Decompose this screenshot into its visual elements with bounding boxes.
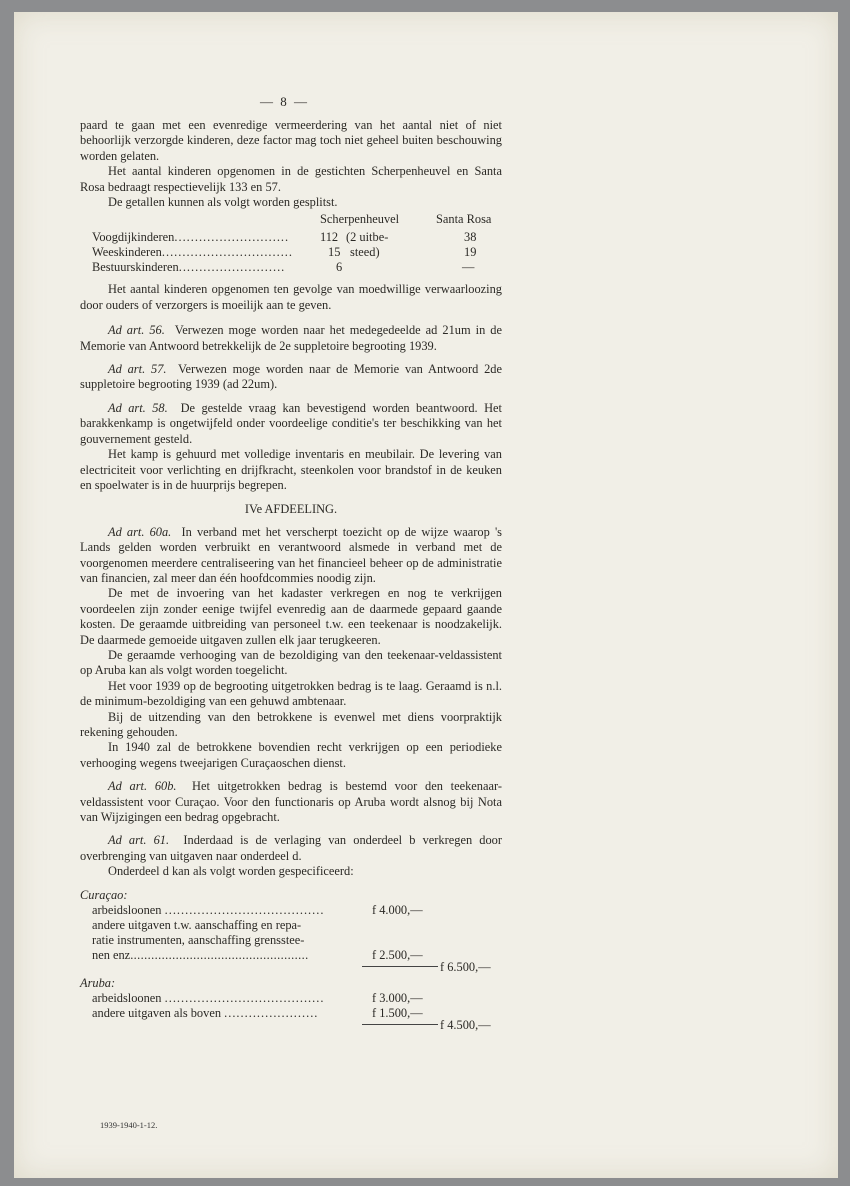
paragraph: De geraamde verhooging van de bezoldiging van den teekenaar-veldassistent op Aruba kan als volgt worden toegelicht. <box>80 647 502 678</box>
table-header-scherpenheuvel: Scherpenheuvel <box>320 212 400 227</box>
table-row: Voogdijkinderen............................ <box>92 230 290 245</box>
spec-total: f 4.500,— <box>440 1017 491 1032</box>
spec-total: f 6.500,— <box>440 959 491 974</box>
table-cell: 6 <box>336 260 343 275</box>
table-cell: 19 <box>464 245 477 260</box>
table-cell: 38 <box>464 230 477 245</box>
section-heading: IVe AFDEELING. <box>244 502 338 517</box>
paragraph: Het voor 1939 op de begrooting uitgetrokken bedrag is te laag. Geraamd is n.l. de minimum-bezoldiging van een gehuwd ambtenaar. <box>80 678 502 709</box>
table-row: Bestuurskinderen.......................... <box>92 260 286 275</box>
paragraph: Het aantal kinderen opgenomen in de gestichten Scherpenheuvel en Santa Rosa bedraagt respectievelijk 133 en 57. <box>80 164 502 194</box>
article-58: Ad art. 58. De gestelde vraag kan bevestigend worden beantwoord. Het barakkenkamp is ongetwijfeld onder voordeelige conditie's ter beschikking van het gouvernement gesteld. <box>80 400 502 446</box>
table-header-santa-rosa: Santa Rosa <box>436 212 492 227</box>
paragraph: Het kamp is gehuurd met volledige inventaris en meubilair. De levering van electriciteit voor verlichting en drijfkracht, steenkolen voor brandstof in de keuken en spoelwater is in de huurprijs begrepen. <box>80 447 502 492</box>
spec-line: andere uitgaven als boven ....................... <box>92 1005 319 1020</box>
paragraph: Bij de uitzending van den betrokkene is evenwel met diens voorpraktijk rekening gehouden. <box>80 709 502 739</box>
spec-amount: f 1.500,— <box>372 1005 423 1020</box>
table-cell: steed) <box>350 245 380 260</box>
table-cell: — <box>462 260 475 275</box>
sum-rule <box>362 1024 438 1025</box>
spec-amount: f 3.000,— <box>372 990 423 1005</box>
page-number: — 8 — <box>260 94 309 109</box>
sum-rule <box>362 966 438 967</box>
paragraph: Het aantal kinderen opgenomen ten gevolge van moedwillige verwaarloozing door ouders of verzorgers is moeilijk aan te geven. <box>80 282 502 312</box>
article-56: Ad art. 56. Verwezen moge worden naar het medegedeelde ad 21um in de Memorie van Antwoord betrekkelijk de 2e suppletoire begrooting 1939. <box>80 323 502 353</box>
paragraph: In 1940 zal de betrokkene bovendien recht verkrijgen op een periodieke verhooging wegens tweejarigen Curaçaoschen dienst. <box>80 740 502 770</box>
text-column <box>80 118 502 1046</box>
spec-amount: f 2.500,— <box>372 947 423 962</box>
footer-code: 1939-1940-1-12. <box>100 1120 158 1130</box>
spec-heading-curacao: Curaçao: <box>80 887 128 902</box>
paragraph: paard te gaan met een evenredige vermeerdering van het aantal niet of niet behoorlijk verzorgde kinderen, deze factor mag toch niet geheel buiten beschouwing worden gelaten. <box>80 118 502 163</box>
children-table <box>80 212 502 274</box>
paragraph: De met de invoering van het kadaster verkregen en nog te verkrijgen voordeelen zijn zonder eenige twijfel evenredig aan de daarmede gepaard gaande kosten. De geraamde uitbreiding van personeel t.w. een teekenaar is noodzakelijk. De daarmede gemoeide uitgaven zullen elk jaar terugkeeren. <box>80 586 502 647</box>
table-row: Weeskinderen................................ <box>92 245 293 260</box>
spec-heading-aruba: Aruba: <box>80 975 116 990</box>
paragraph: Onderdeel d kan als volgt worden gespecificeerd: <box>108 864 354 879</box>
article-60b: Ad art. 60b. Het uitgetrokken bedrag is bestemd voor den teekenaar-veldassistent voor Curaçao. Voor den functionaris op Aruba wordt alsnog bij Nota van Wijzigingen een bedrag opgebracht. <box>80 779 503 825</box>
paragraph: De getallen kunnen als volgt worden gesplitst. <box>108 195 338 210</box>
table-cell: 15 <box>328 245 341 260</box>
spec-line: arbeidsloonen ....................................... <box>92 902 325 917</box>
spec-line: nen enz................................................... <box>92 947 309 962</box>
spec-line: andere uitgaven t.w. aanschaffing en repa- <box>92 917 302 932</box>
table-cell: 112 <box>320 230 339 245</box>
spec-line: ratie instrumenten, aanschaffing grenssteе- <box>92 932 305 947</box>
spec-amount: f 4.000,— <box>372 902 423 917</box>
specification-table <box>80 888 502 1046</box>
spec-line: arbeidsloonen ....................................... <box>92 990 325 1005</box>
article-60a: Ad art. 60a. In verband met het verscherpt toezicht op de wijze waarop 's Lands gelden worden verbruikt en verantwoord alsmede in verband met de voorgenomen meerdere centraliseering van het financieel beheer op de administratie van financien, zal meer dan één hoofdcommies noodig zijn. <box>80 524 502 585</box>
article-61: Ad art. 61. Inderdaad is de verlaging van onderdeel b verkregen door overbrenging van uitgaven naar onderdeel d. <box>80 833 502 863</box>
article-57: Ad art. 57. Verwezen moge worden naar de Memorie van Antwoord 2de suppletoire begrooting 1939 (ad 22um). <box>80 362 502 392</box>
table-cell: (2 uitbe- <box>346 230 389 245</box>
